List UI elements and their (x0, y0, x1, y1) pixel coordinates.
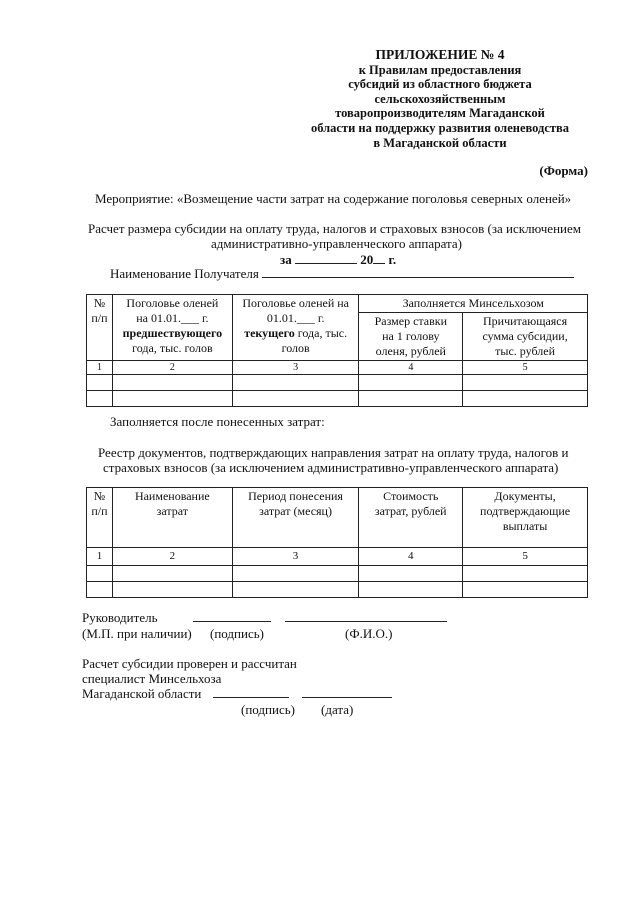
col-num-1: 1 (87, 361, 113, 375)
reg-col-num-3: 3 (232, 548, 359, 566)
reg-number-header-2: п/п (91, 504, 108, 518)
table-cell[interactable] (463, 391, 588, 407)
head-fio-field[interactable] (285, 621, 447, 622)
period-year-prefix: 20 (360, 252, 374, 267)
table-cell[interactable] (87, 391, 113, 407)
reg-number-header-1: № (93, 489, 106, 503)
appendix-line-5: области на поддержку развития оленеводства (310, 120, 570, 135)
period-month-blank[interactable] (295, 263, 357, 264)
col-documents-header (463, 488, 588, 548)
prev-herd-line-4: года, тыс. голов (132, 341, 213, 355)
reg-col-num-4: 4 (359, 548, 463, 566)
registry-title-line-2: страховых взносов (за исключением административно-управленческого аппарата) (103, 460, 559, 475)
table-row (87, 375, 588, 391)
table-cell[interactable] (359, 375, 463, 391)
prev-herd-line-2: на 01.01.___ г. (136, 311, 209, 325)
table-cell[interactable] (112, 582, 232, 598)
column-number-row (87, 548, 588, 566)
sum-line-1: Причитающаяся (482, 314, 568, 328)
cur-herd-bold: текущего (244, 326, 295, 340)
head-sign-field[interactable] (193, 621, 271, 622)
rate-line-1: Размер ставки (374, 314, 448, 328)
form-label: (Форма) (539, 163, 588, 178)
registry-title-line-1: Реестр документов, подтверждающих направления затрат на оплату труда, налогов и (98, 445, 569, 460)
col-period-header (232, 488, 359, 548)
documents-registry-table (86, 487, 588, 598)
col-number-header-2: п/п (91, 311, 108, 325)
sum-line-3: тыс. рублей (495, 344, 555, 358)
col-number-header (87, 488, 113, 548)
period-line-2: затрат (месяц) (259, 504, 332, 518)
subsidy-calc-table (86, 294, 588, 407)
table-row (87, 582, 588, 598)
period-year-blank[interactable] (373, 263, 385, 264)
table-cell[interactable] (232, 582, 359, 598)
appendix-header (290, 48, 590, 150)
rate-line-3: оленя, рублей (375, 344, 446, 358)
table-cell[interactable] (463, 582, 588, 598)
recipient-row (110, 266, 574, 282)
checker-sign-field[interactable] (213, 697, 289, 698)
measure-text: Мероприятие: «Возмещение части затрат на содержание поголовья северных оленей» (95, 191, 572, 206)
checker-sign-caption: (подпись) (241, 702, 295, 717)
table-cell[interactable] (87, 582, 113, 598)
rate-line-2: на 1 голову (382, 329, 440, 343)
reg-col-num-1: 1 (87, 548, 113, 566)
cost-line-2: затрат, рублей (374, 504, 447, 518)
reg-col-num-2: 2 (112, 548, 232, 566)
table-cell[interactable] (463, 566, 588, 582)
col-num-2: 2 (112, 361, 232, 375)
table-row (87, 566, 588, 582)
appendix-line-4: товаропроизводителям Магаданской (335, 106, 545, 121)
table-header-row (87, 295, 588, 313)
cur-herd-line-2: 01.01.___ г. (266, 311, 325, 325)
table-cell[interactable] (87, 375, 113, 391)
cost-line-1: Стоимость (383, 489, 439, 503)
appendix-line-3: сельскохозяйственным (374, 91, 506, 106)
sum-line-2: сумма субсидии, (482, 329, 568, 343)
table-cell[interactable] (359, 566, 463, 582)
table-cell[interactable] (232, 391, 359, 407)
table-cell[interactable] (112, 375, 232, 391)
expense-name-line-1: Наименование (134, 489, 210, 503)
cur-herd-rest: года, тыс. (297, 326, 348, 340)
reg-col-num-5: 5 (463, 548, 588, 566)
appendix-title: ПРИЛОЖЕНИЕ № 4 (375, 47, 505, 62)
head-label: Руководитель (82, 610, 158, 625)
ministry-group-header: Заполняется Минсельхозом (359, 295, 588, 313)
checked-line-2: специалист Минсельхоза (82, 671, 222, 686)
col-prev-herd-header (112, 295, 232, 361)
col-cur-herd-header (232, 295, 359, 361)
head-sign-caption: (подпись) (210, 626, 264, 641)
table-cell[interactable] (232, 566, 359, 582)
table-header-row (87, 488, 588, 548)
cur-herd-line-3 (235, 326, 357, 341)
appendix-line-2: субсидий из областного бюджета (348, 77, 532, 92)
checker-date-field[interactable] (302, 697, 392, 698)
calc-title-line-2: административно-управленческого аппарата) (211, 236, 462, 251)
docs-line-2: подтверждающие (480, 504, 571, 518)
column-number-row (87, 361, 588, 375)
col-num-3: 3 (232, 361, 359, 375)
col-num-5: 5 (463, 361, 588, 375)
checked-line-3: Магаданской области (82, 686, 202, 701)
period-prefix: за (280, 252, 292, 267)
col-rate-header (359, 313, 463, 361)
recipient-label: Наименование Получателя (110, 266, 259, 281)
appendix-line-1: к Правилам предоставления (358, 62, 522, 77)
table-cell[interactable] (112, 391, 232, 407)
period-line-1: Период понесения (248, 489, 343, 503)
col-number-header (87, 295, 113, 361)
calc-title-line-1: Расчет размера субсидии на оплату труда, налогов и страховых взносов (за исключением (88, 221, 581, 236)
after-expenses-label: Заполняется после понесенных затрат: (110, 414, 325, 429)
expense-name-line-2: затрат (156, 504, 189, 518)
period-suffix: г. (388, 252, 397, 267)
checker-date-caption: (дата) (321, 702, 354, 717)
cur-herd-line-4: голов (281, 341, 310, 355)
docs-line-3: выплаты (502, 519, 548, 533)
mp-label: (М.П. при наличии) (82, 626, 192, 641)
table-cell[interactable] (112, 566, 232, 582)
appendix-line-6: в Магаданской области (373, 135, 507, 150)
table-cell[interactable] (87, 566, 113, 582)
table-cell[interactable] (359, 391, 463, 407)
recipient-field[interactable] (262, 277, 574, 278)
table-cell[interactable] (232, 375, 359, 391)
table-cell[interactable] (359, 582, 463, 598)
head-fio-caption: (Ф.И.О.) (345, 626, 393, 641)
prev-herd-line-3: предшествующего (122, 326, 223, 340)
col-expense-name-header (112, 488, 232, 548)
docs-line-1: Документы, (494, 489, 556, 503)
table-cell[interactable] (463, 375, 588, 391)
prev-herd-line-1: Поголовье оленей (126, 296, 219, 310)
col-num-4: 4 (359, 361, 463, 375)
checked-line-1: Расчет субсидии проверен и рассчитан (82, 656, 297, 671)
table-row (87, 391, 588, 407)
col-sum-header (463, 313, 588, 361)
col-number-header-1: № (93, 296, 106, 310)
cur-herd-line-1: Поголовье оленей на (242, 296, 349, 310)
col-cost-header (359, 488, 463, 548)
